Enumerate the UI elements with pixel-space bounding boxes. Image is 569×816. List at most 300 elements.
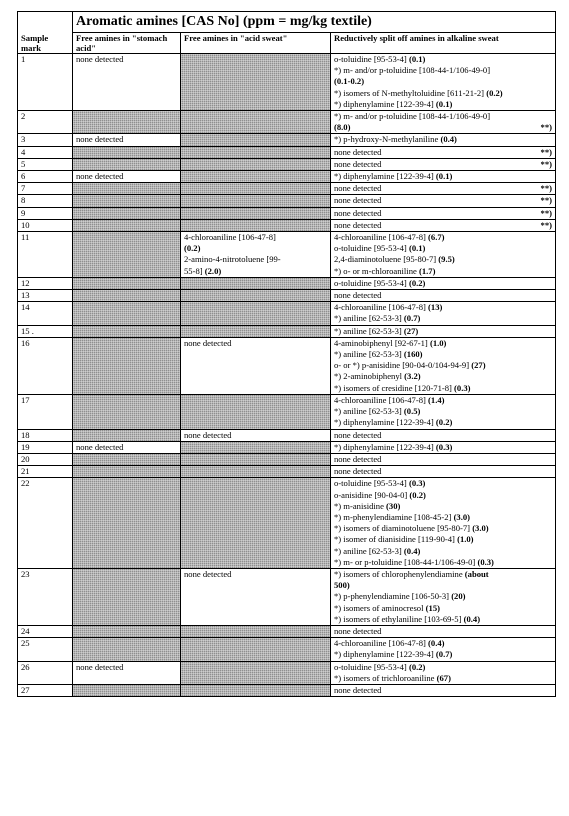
stomach-acid-cell bbox=[73, 337, 181, 394]
concentration-value: (0.7) bbox=[403, 313, 421, 324]
cell-line bbox=[334, 243, 552, 254]
title-row bbox=[18, 12, 556, 33]
cell-line bbox=[334, 278, 552, 289]
compound-name: none detected bbox=[184, 568, 232, 579]
acid-sweat-cell bbox=[181, 325, 331, 337]
sample-mark: 22 bbox=[21, 478, 30, 489]
sample-mark-cell bbox=[18, 478, 73, 569]
compound-name: *) 2-aminobiphenyl bbox=[334, 371, 405, 382]
sample-mark: 15 . bbox=[21, 325, 34, 336]
sample-mark: 7 bbox=[21, 183, 26, 194]
cell-line bbox=[334, 614, 552, 625]
cell-line bbox=[334, 523, 552, 534]
concentration-value: (0.2) bbox=[409, 489, 426, 500]
sample-mark-cell bbox=[18, 158, 73, 170]
compound-name: *) isomers of chlorophenylendiamine bbox=[334, 568, 465, 579]
concentration-value: (0.4) bbox=[463, 613, 481, 624]
concentration-value: (30) bbox=[386, 500, 401, 511]
concentration-value: (0.2) bbox=[184, 243, 201, 254]
sample-mark: 27 bbox=[21, 684, 30, 695]
acid-sweat-cell bbox=[181, 207, 331, 219]
table-row bbox=[18, 441, 556, 453]
table-row bbox=[18, 478, 556, 569]
footnote-marker: **) bbox=[540, 219, 552, 230]
cell-line bbox=[334, 649, 552, 660]
acid-sweat-cell bbox=[181, 441, 331, 453]
compound-name: *) p-hydroxy-N-methylaniline bbox=[334, 134, 441, 145]
cell-line bbox=[334, 99, 552, 110]
concentration-value: (8.0) bbox=[334, 122, 351, 133]
cell-line bbox=[334, 603, 552, 614]
acid-sweat-cell bbox=[181, 453, 331, 465]
compound-name: none detected bbox=[334, 207, 382, 218]
cell-line bbox=[334, 302, 552, 313]
cell-line bbox=[334, 254, 552, 265]
alkaline-sweat-cell bbox=[331, 453, 556, 465]
stomach-acid-cell bbox=[73, 146, 181, 158]
table-row bbox=[18, 219, 556, 231]
cell-line bbox=[334, 395, 552, 406]
stomach-acid-cell bbox=[73, 429, 181, 441]
cell-line bbox=[184, 266, 327, 277]
cell-line bbox=[334, 501, 552, 512]
compound-name: 4-chloroaniline [106-47-8] bbox=[334, 394, 429, 405]
concentration-value: (0.4) bbox=[403, 545, 421, 556]
cell-line bbox=[334, 626, 552, 637]
cell-line bbox=[334, 76, 552, 87]
alkaline-sweat-cell bbox=[331, 466, 556, 478]
stomach-acid-cell bbox=[73, 134, 181, 146]
acid-sweat-cell bbox=[181, 625, 331, 637]
table-row bbox=[18, 171, 556, 183]
cell-line bbox=[334, 134, 552, 145]
cell-line bbox=[334, 454, 552, 465]
table-row bbox=[18, 232, 556, 278]
cell-line bbox=[334, 338, 552, 349]
stomach-acid-cell bbox=[73, 638, 181, 661]
stomach-acid-cell bbox=[73, 183, 181, 195]
sample-mark-cell bbox=[18, 290, 73, 302]
cell-line bbox=[184, 254, 327, 265]
amines-table bbox=[17, 11, 556, 697]
compound-name: *) m-phenylendiamine [108-45-2] bbox=[334, 511, 454, 522]
compound-name: *) m- and/or p-toluidine [108-44-1/106-49-0] bbox=[334, 111, 491, 122]
header-row bbox=[18, 33, 556, 54]
alkaline-sweat-cell bbox=[331, 625, 556, 637]
cell-line bbox=[334, 65, 552, 76]
sample-mark: 11 bbox=[21, 232, 30, 243]
sample-mark: 16 bbox=[21, 337, 30, 348]
sample-mark-cell bbox=[18, 134, 73, 146]
compound-name: 4-chloroaniline [106-47-8] bbox=[184, 232, 276, 243]
compound-name: none detected bbox=[334, 290, 382, 301]
sample-mark-cell bbox=[18, 195, 73, 207]
concentration-value: (0.2) bbox=[435, 417, 453, 428]
sample-mark: 17 bbox=[21, 394, 30, 405]
concentration-value: (0.2) bbox=[486, 87, 503, 98]
cell-line bbox=[334, 673, 552, 684]
concentration-value: (6.7) bbox=[428, 232, 445, 243]
stomach-acid-cell bbox=[73, 111, 181, 134]
compound-name: none detected bbox=[334, 625, 382, 636]
sample-mark-cell bbox=[18, 302, 73, 325]
table-row bbox=[18, 195, 556, 207]
concentration-value: (3.0) bbox=[453, 511, 471, 522]
cell-line bbox=[334, 147, 552, 158]
sample-mark-cell bbox=[18, 337, 73, 394]
sample-mark-cell bbox=[18, 661, 73, 684]
table-row bbox=[18, 146, 556, 158]
cell-line bbox=[334, 478, 552, 489]
stomach-acid-cell bbox=[73, 325, 181, 337]
compound-name: none detected bbox=[334, 219, 382, 230]
sample-mark: 14 bbox=[21, 302, 30, 313]
cell-line bbox=[184, 569, 327, 580]
table-row bbox=[18, 453, 556, 465]
compound-name: *) diphenylamine [122-39-4] bbox=[334, 649, 436, 660]
acid-sweat-cell bbox=[181, 277, 331, 289]
sample-mark-cell bbox=[18, 325, 73, 337]
table-row bbox=[18, 207, 556, 219]
concentration-value: (0.3) bbox=[408, 478, 426, 489]
concentration-value: (27) bbox=[471, 360, 486, 371]
alkaline-sweat-cell bbox=[331, 441, 556, 453]
cell-line bbox=[334, 383, 552, 394]
concentration-value: (9.5) bbox=[438, 254, 455, 265]
alkaline-sweat-cell bbox=[331, 429, 556, 441]
cell-line bbox=[334, 580, 552, 591]
acid-sweat-cell bbox=[181, 146, 331, 158]
alkaline-sweat-cell bbox=[331, 290, 556, 302]
cell-text: none detected bbox=[76, 134, 124, 145]
alkaline-sweat-cell bbox=[331, 325, 556, 337]
sample-mark-cell bbox=[18, 429, 73, 441]
compound-name: none detected bbox=[334, 466, 382, 477]
compound-name: none detected bbox=[334, 453, 382, 464]
compound-name: o-toluidine [95-53-4] bbox=[334, 54, 409, 64]
compound-name: *) m-anisidine bbox=[334, 500, 387, 511]
stomach-acid-cell bbox=[73, 625, 181, 637]
concentration-value: (20) bbox=[451, 591, 466, 602]
acid-sweat-cell bbox=[181, 134, 331, 146]
acid-sweat-cell bbox=[181, 337, 331, 394]
concentration-value: (15) bbox=[425, 602, 440, 613]
acid-sweat-cell bbox=[181, 54, 331, 111]
acid-sweat-cell bbox=[181, 183, 331, 195]
sample-mark: 12 bbox=[21, 277, 30, 288]
stomach-acid-cell bbox=[73, 441, 181, 453]
cell-line bbox=[334, 546, 552, 557]
stomach-acid-cell bbox=[73, 302, 181, 325]
header-stomach-acid: Free amines in "stomach acid" bbox=[73, 33, 181, 54]
sample-mark: 24 bbox=[21, 625, 30, 636]
table-row bbox=[18, 684, 556, 696]
sample-mark-cell bbox=[18, 684, 73, 696]
cell-text: none detected bbox=[76, 441, 124, 452]
cell-line bbox=[334, 88, 552, 99]
compound-name: none detected bbox=[334, 684, 382, 695]
compound-name: *) aniline [62-53-3] bbox=[334, 406, 404, 417]
compound-name: o-toluidine [95-53-4] bbox=[334, 661, 409, 672]
compound-name: *) aniline [62-53-3] bbox=[334, 349, 404, 360]
alkaline-sweat-cell bbox=[331, 394, 556, 429]
compound-name: *) isomer of dianisidine [119-90-4] bbox=[334, 534, 458, 545]
table-row bbox=[18, 325, 556, 337]
sample-mark-cell bbox=[18, 466, 73, 478]
header-acid-sweat: Free amines in "acid sweat" bbox=[181, 33, 331, 54]
concentration-value: (0.4) bbox=[440, 134, 457, 145]
concentration-value: (0.1) bbox=[408, 243, 426, 254]
cell-line bbox=[334, 512, 552, 523]
compound-name: *) aniline [62-53-3] bbox=[334, 325, 404, 336]
compound-name: *) m- or p-toluidine [108-44-1/106-49-0] bbox=[334, 556, 478, 567]
sample-mark-cell bbox=[18, 441, 73, 453]
concentration-value: (0.1) bbox=[435, 171, 453, 182]
cell-line bbox=[334, 430, 552, 441]
alkaline-sweat-cell bbox=[331, 478, 556, 569]
compound-name: 4-chloroaniline [106-47-8] bbox=[334, 638, 429, 649]
alkaline-sweat-cell bbox=[331, 207, 556, 219]
acid-sweat-cell bbox=[181, 232, 331, 278]
table-row bbox=[18, 661, 556, 684]
footnote-marker: **) bbox=[540, 183, 552, 194]
sample-mark: 26 bbox=[21, 661, 30, 672]
table-row bbox=[18, 134, 556, 146]
cell-line bbox=[76, 54, 177, 65]
acid-sweat-cell bbox=[181, 478, 331, 569]
cell-line bbox=[334, 534, 552, 545]
cell-line bbox=[184, 243, 327, 254]
cell-line bbox=[334, 466, 552, 477]
cell-line bbox=[334, 111, 552, 122]
table-row bbox=[18, 290, 556, 302]
compound-name: none detected bbox=[184, 337, 232, 348]
concentration-value: (0.5) bbox=[403, 406, 421, 417]
stomach-acid-cell bbox=[73, 394, 181, 429]
acid-sweat-cell bbox=[181, 661, 331, 684]
acid-sweat-cell bbox=[181, 219, 331, 231]
sample-mark: 3 bbox=[21, 134, 26, 145]
cell-line bbox=[334, 349, 552, 360]
table-row bbox=[18, 568, 556, 625]
stomach-acid-cell bbox=[73, 158, 181, 170]
table-row bbox=[18, 429, 556, 441]
table-row bbox=[18, 394, 556, 429]
table-row bbox=[18, 302, 556, 325]
compound-name: *) isomers of ethylaniline [103-69-5] bbox=[334, 613, 464, 624]
stomach-acid-cell bbox=[73, 207, 181, 219]
concentration-value: (0.7) bbox=[435, 649, 453, 660]
cell-line bbox=[334, 371, 552, 382]
compound-name: *) isomers of trichloroaniline bbox=[334, 672, 437, 683]
concentration-value: (0.3) bbox=[477, 556, 494, 567]
cell-line bbox=[334, 638, 552, 649]
stomach-acid-cell bbox=[73, 277, 181, 289]
cell-line bbox=[334, 591, 552, 602]
cell-line bbox=[334, 490, 552, 501]
sample-mark-cell bbox=[18, 111, 73, 134]
compound-name: *) o- or m-chloroaniline bbox=[334, 265, 419, 276]
cell-line bbox=[334, 685, 552, 696]
alkaline-sweat-cell bbox=[331, 183, 556, 195]
table-row bbox=[18, 158, 556, 170]
cell-line bbox=[334, 195, 552, 206]
alkaline-sweat-cell bbox=[331, 171, 556, 183]
compound-name: none detected bbox=[334, 183, 382, 194]
sample-mark: 9 bbox=[21, 207, 26, 218]
footnote-marker: **) bbox=[540, 146, 552, 157]
alkaline-sweat-cell bbox=[331, 661, 556, 684]
concentration-value: 500) bbox=[334, 580, 350, 591]
table-row bbox=[18, 111, 556, 134]
header-sample-mark: Sample mark bbox=[18, 33, 73, 54]
cell-line bbox=[334, 406, 552, 417]
compound-name: *) diphenylamine [122-39-4] bbox=[334, 417, 436, 428]
sample-mark-cell bbox=[18, 277, 73, 289]
compound-name: o- or *) p-anisidine [90-04-0/104-94-9] bbox=[334, 360, 472, 371]
stomach-acid-cell bbox=[73, 219, 181, 231]
acid-sweat-cell bbox=[181, 429, 331, 441]
acid-sweat-cell bbox=[181, 394, 331, 429]
alkaline-sweat-cell bbox=[331, 219, 556, 231]
blank-corner-cell bbox=[18, 12, 73, 33]
acid-sweat-cell bbox=[181, 466, 331, 478]
cell-line bbox=[334, 326, 552, 337]
cell-line bbox=[334, 266, 552, 277]
compound-name: o-toluidine [95-53-4] bbox=[334, 243, 409, 254]
cell-text: none detected bbox=[76, 171, 124, 182]
alkaline-sweat-cell bbox=[331, 638, 556, 661]
alkaline-sweat-cell bbox=[331, 302, 556, 325]
sample-mark: 23 bbox=[21, 568, 30, 579]
cell-line bbox=[184, 232, 327, 243]
concentration-value: (0.1) bbox=[408, 54, 426, 64]
compound-name: 4-aminobiphenyl [92-67-1] bbox=[334, 337, 430, 348]
acid-sweat-cell bbox=[181, 290, 331, 302]
table-row bbox=[18, 337, 556, 394]
acid-sweat-cell bbox=[181, 158, 331, 170]
compound-name: none detected bbox=[184, 429, 232, 440]
sample-mark: 2 bbox=[21, 111, 26, 122]
compound-name: none detected bbox=[334, 146, 382, 157]
table-title: Aromatic amines [CAS No] (ppm = mg/kg textile) bbox=[73, 12, 556, 33]
compound-name: 4-chloroaniline [106-47-8] bbox=[334, 232, 429, 243]
acid-sweat-cell bbox=[181, 638, 331, 661]
compound-name: 2-amino-4-nitrotoluene [99- bbox=[184, 254, 281, 265]
sample-mark-cell bbox=[18, 146, 73, 158]
concentration-value: (0.1) bbox=[435, 98, 453, 109]
concentration-value: (0.2) bbox=[408, 661, 426, 672]
stomach-acid-cell bbox=[73, 684, 181, 696]
alkaline-sweat-cell bbox=[331, 232, 556, 278]
cell-line bbox=[184, 338, 327, 349]
stomach-acid-cell bbox=[73, 466, 181, 478]
alkaline-sweat-cell bbox=[331, 684, 556, 696]
compound-name: *) aniline [62-53-3] bbox=[334, 545, 404, 556]
compound-name: 55-8] bbox=[184, 265, 205, 276]
alkaline-sweat-cell bbox=[331, 568, 556, 625]
stomach-acid-cell bbox=[73, 171, 181, 183]
footnote-marker: **) bbox=[540, 207, 552, 218]
table-row bbox=[18, 183, 556, 195]
cell-line bbox=[334, 313, 552, 324]
sample-mark: 8 bbox=[21, 195, 26, 206]
sample-mark-cell bbox=[18, 54, 73, 111]
cell-line bbox=[334, 290, 552, 301]
compound-name: *) diphenylamine [122-39-4] bbox=[334, 98, 436, 109]
compound-name: *) isomers of cresidine [120-71-8] bbox=[334, 382, 455, 393]
sample-mark: 21 bbox=[21, 466, 30, 477]
sample-mark-cell bbox=[18, 638, 73, 661]
compound-name: *) isomers of N-methyltoluidine [611-21-2] bbox=[334, 87, 487, 98]
sample-mark-cell bbox=[18, 568, 73, 625]
concentration-value: (0.1-0.2) bbox=[334, 76, 365, 87]
compound-name: 4-chloroaniline [106-47-8] bbox=[334, 302, 429, 313]
footnote-marker: **) bbox=[540, 195, 552, 206]
stomach-acid-cell bbox=[73, 661, 181, 684]
concentration-value: (1.0) bbox=[457, 534, 474, 545]
sample-mark-cell bbox=[18, 394, 73, 429]
cell-text: none detected bbox=[76, 661, 124, 672]
concentration-value: (3.0) bbox=[472, 523, 489, 534]
alkaline-sweat-cell bbox=[331, 337, 556, 394]
concentration-value: (13) bbox=[428, 302, 443, 313]
acid-sweat-cell bbox=[181, 111, 331, 134]
concentration-value: (0.3) bbox=[435, 441, 453, 452]
acid-sweat-cell bbox=[181, 302, 331, 325]
concentration-value: (0.2) bbox=[408, 277, 426, 288]
alkaline-sweat-cell bbox=[331, 146, 556, 158]
concentration-value: (160) bbox=[403, 349, 423, 360]
cell-line bbox=[334, 171, 552, 182]
stomach-acid-cell bbox=[73, 290, 181, 302]
cell-line bbox=[334, 569, 552, 580]
concentration-value: (about bbox=[464, 568, 489, 579]
stomach-acid-cell bbox=[73, 54, 181, 111]
table-row bbox=[18, 638, 556, 661]
header-alkaline-sweat: Reductively split off amines in alkaline sweat bbox=[331, 33, 556, 54]
sample-mark-cell bbox=[18, 171, 73, 183]
sample-mark: 18 bbox=[21, 429, 30, 440]
stomach-acid-cell bbox=[73, 232, 181, 278]
stomach-acid-cell bbox=[73, 568, 181, 625]
concentration-value: (27) bbox=[403, 325, 419, 336]
cell-line bbox=[184, 430, 327, 441]
acid-sweat-cell bbox=[181, 684, 331, 696]
concentration-value: (67) bbox=[436, 672, 451, 683]
alkaline-sweat-cell bbox=[331, 277, 556, 289]
concentration-value: (1.7) bbox=[418, 265, 436, 276]
compound-name: none detected bbox=[334, 429, 382, 440]
acid-sweat-cell bbox=[181, 568, 331, 625]
sample-mark-cell bbox=[18, 453, 73, 465]
cell-line bbox=[334, 122, 552, 133]
compound-name: *) diphenylamine [122-39-4] bbox=[334, 171, 436, 182]
compound-name: o-toluidine [95-53-4] bbox=[334, 478, 409, 489]
compound-name: none detected bbox=[334, 158, 382, 169]
compound-name: o-toluidine [95-53-4] bbox=[334, 277, 409, 288]
footnote-marker: **) bbox=[540, 122, 552, 133]
sample-mark-cell bbox=[18, 625, 73, 637]
sample-mark-cell bbox=[18, 207, 73, 219]
compound-name: *) p-phenylendiamine [106-50-3] bbox=[334, 591, 452, 602]
compound-name: *) isomers of aminocresol bbox=[334, 602, 426, 613]
concentration-value: (1.4) bbox=[428, 394, 445, 405]
compound-name: o-anisidine [90-04-0] bbox=[334, 489, 410, 500]
stomach-acid-cell bbox=[73, 453, 181, 465]
sample-mark: 1 bbox=[21, 54, 26, 64]
sample-mark: 5 bbox=[21, 158, 26, 169]
